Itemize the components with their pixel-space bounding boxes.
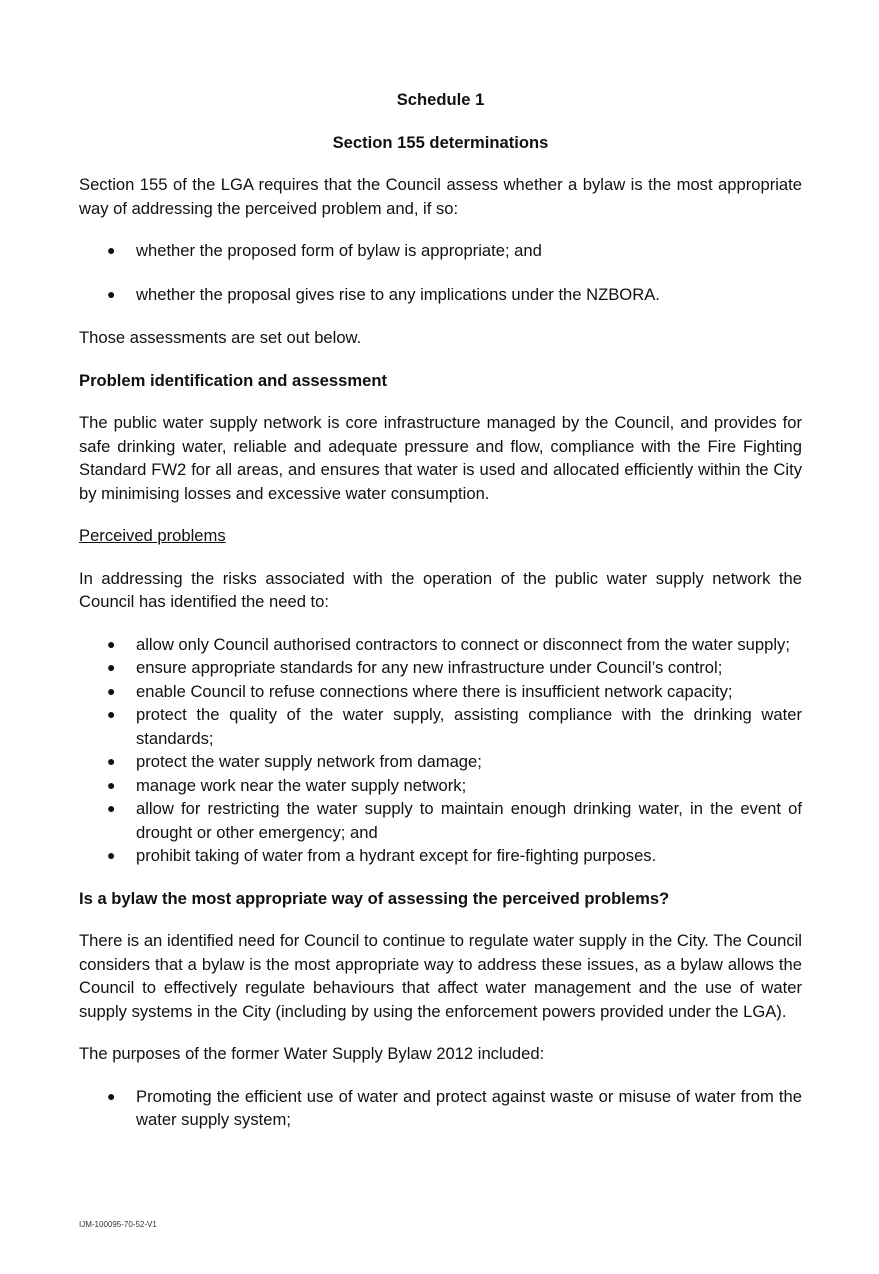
perceived-paragraph: In addressing the risks associated with the operation of the public water supply network the Council has identified the need to:	[79, 568, 802, 611]
list-item: ● protect the quality of the water supply, assisting compliance with the drinking water standards;	[107, 705, 802, 748]
schedule-heading: Schedule 1	[396, 90, 485, 109]
list-item: ● ensure appropriate standards for any new infrastructure under Council’s control;	[79, 656, 802, 680]
bullet-icon: ●	[107, 847, 116, 863]
document-page	[79, 88, 802, 1152]
list-item: ● protect the water supply network from damage;	[79, 750, 802, 774]
bullet-icon: ●	[107, 635, 116, 652]
bullet-icon: ●	[107, 776, 116, 793]
intro-paragraph: Section 155 of the LGA requires that the Council assess whether a bylaw is the most appropriate way of addressing the perceived problem and, if so:	[79, 175, 802, 218]
list-item: ● allow for restricting the water supply to maintain enough drinking water, in the event of drought or other emergency; and	[107, 799, 802, 842]
section-heading: Section 155 determinations	[332, 132, 549, 152]
bylaw-question-heading: Is a bylaw the most appropriate way of assessing the perceived problems?	[79, 888, 670, 908]
bullet-icon: ●	[107, 1087, 116, 1104]
bullet-icon: ●	[107, 285, 116, 302]
intro-bullet-list	[79, 239, 802, 306]
purposes-bullet-list	[79, 1085, 802, 1132]
list-item: ● whether the proposal gives rise to any implications under the NZBORA.	[79, 283, 802, 307]
document-id-footer: IJM-100095-70-52-V1	[79, 1220, 157, 1229]
problem-paragraph: The public water supply network is core infrastructure managed by the Council, and provides for safe drinking water, reliable and adequate pressure and flow, compliance with the Fire Fighting Standard FW2 for all areas, and ensures that water is used and allocated efficiently within the City by minimising losses and excessive water consumption.	[79, 413, 802, 503]
list-item: ● manage work near the water supply network;	[79, 774, 802, 798]
list-item: ● allow only Council authorised contractors to connect or disconnect from the water supply;	[79, 633, 802, 657]
intro-closing: Those assessments are set out below.	[79, 328, 362, 347]
perceived-bullet-list	[79, 633, 802, 868]
problem-heading: Problem identification and assessment	[79, 370, 387, 390]
bullet-icon: ●	[107, 242, 116, 258]
bullet-icon: ●	[107, 800, 116, 816]
bylaw-question-paragraph: There is an identified need for Council to continue to regulate water supply in the City. The Council considers that a bylaw is the most appropriate way to address these issues, as a bylaw allows the Council to effectively regulate behaviours that affect water management and the use of water supply systems in the City (including by using the enforcement powers provided under the LGA).	[79, 931, 802, 1021]
bullet-icon: ●	[107, 682, 116, 699]
bullet-icon: ●	[107, 753, 116, 769]
list-item: ● enable Council to refuse connections where there is insufficient network capacity;	[79, 680, 802, 704]
list-item: ● whether the proposed form of bylaw is appropriate; and	[79, 239, 802, 263]
list-item: ● prohibit taking of water from a hydrant except for fire-fighting purposes.	[79, 844, 802, 868]
bullet-icon: ●	[107, 706, 116, 722]
perceived-heading: Perceived problems	[79, 526, 226, 545]
list-item: ● Promoting the efficient use of water and protect against waste or misuse of water from the water supply system;	[107, 1086, 802, 1129]
purposes-intro: The purposes of the former Water Supply Bylaw 2012 included:	[79, 1044, 545, 1063]
bullet-icon: ●	[107, 659, 116, 675]
